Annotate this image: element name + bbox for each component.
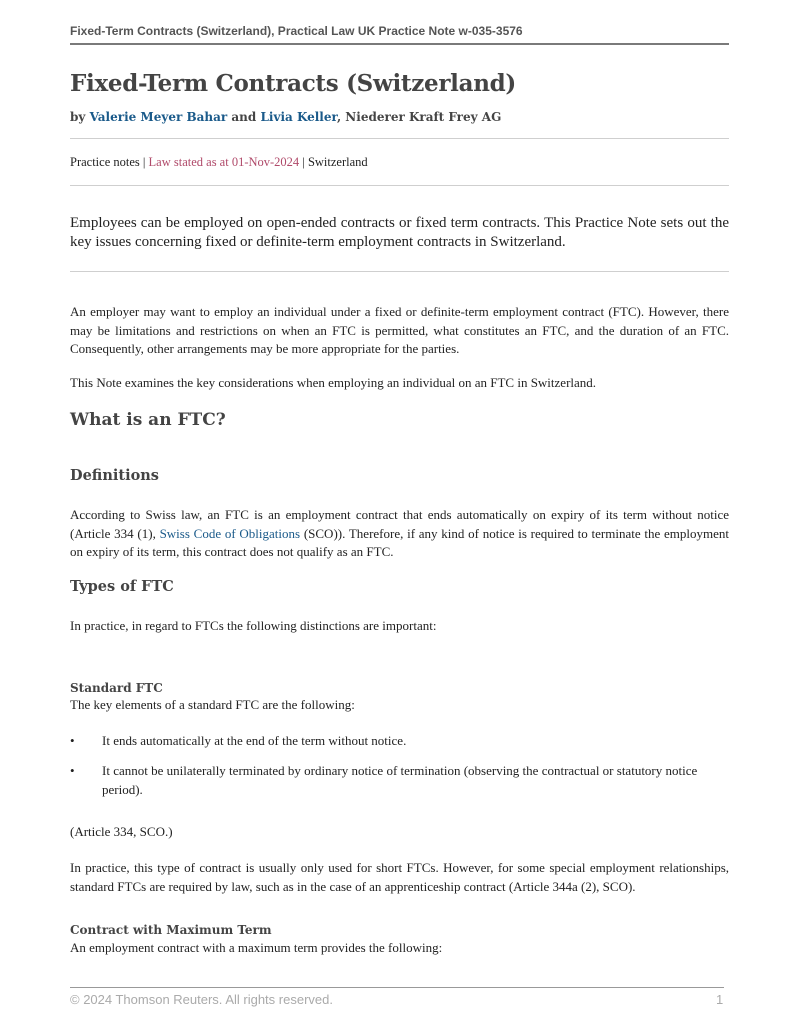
practice-paragraph: In practice, this type of contract is usually only used for short FTCs. However, for some special employment relationships, standard FTCs are required by law, such as in the case of an apprenticeship contract (Article 344a (2), SCO). bbox=[70, 860, 729, 894]
intro-paragraph: An employer may want to employ an individual under a fixed or definite-term employment contract (FTC). However, there may be limitations and restrictions on when an FTC is permitted, what constitutes an FTC, and the duration of an FTC. Consequently, other arrangements may be more appropriate for the parties. bbox=[70, 304, 729, 356]
author-link-2[interactable]: Livia Keller bbox=[260, 110, 337, 124]
article-reference: (Article 334, SCO.) bbox=[70, 824, 173, 839]
list-item-text: It cannot be unilaterally terminated by ordinary notice of termination (observing the contractual or statutory notice period). bbox=[102, 763, 698, 797]
abstract: Employees can be employed on open-ended contracts or fixed term contracts. This Practice Note sets out the key issues concerning fixed or definite-term employment contracts in Switzerland. bbox=[70, 215, 729, 250]
list-item bbox=[70, 762, 729, 800]
byline-by: by bbox=[70, 110, 86, 124]
definitions-text: According to Swiss law, an FTC is an employment contract that ends automatically on expiry of its term without notice (Article 334 (1), bbox=[70, 507, 729, 541]
meta-separator: | bbox=[299, 155, 308, 169]
minor-heading: Standard FTC bbox=[70, 681, 163, 695]
types-paragraph: In practice, in regard to FTCs the following distinctions are important: bbox=[70, 618, 437, 633]
running-header: Fixed-Term Contracts (Switzerland), Practical Law UK Practice Note w-035-3576 bbox=[70, 24, 729, 45]
meta-separator: | bbox=[139, 155, 149, 169]
section-heading: What is an FTC? bbox=[70, 410, 226, 430]
standard-paragraph: The key elements of a standard FTC are the following: bbox=[70, 697, 355, 712]
subsection-heading: Types of FTC bbox=[70, 578, 174, 595]
document-meta bbox=[70, 155, 368, 170]
law-stated-date: Law stated as at 01-Nov-2024 bbox=[148, 155, 300, 169]
bullet-marker: • bbox=[70, 733, 75, 748]
page-number: 1 bbox=[716, 992, 724, 1007]
byline bbox=[70, 110, 501, 124]
list-item-text: It ends automatically at the end of the term without notice. bbox=[102, 733, 407, 748]
definitions-paragraph bbox=[70, 506, 729, 562]
divider bbox=[70, 271, 729, 272]
definitions-text: (SCO)). Therefore, if any kind of notice is required to terminate the employment on expiry of its term, this contract does not qualify as an FTC. bbox=[70, 525, 729, 559]
intro-paragraph: This Note examines the key considerations when employing an individual on an FTC in Switzerland. bbox=[70, 375, 597, 390]
author-link-1[interactable]: Valerie Meyer Bahar bbox=[89, 110, 228, 124]
bullet-marker: • bbox=[70, 763, 75, 778]
meta-jurisdiction: Switzerland bbox=[307, 155, 368, 169]
sco-link[interactable]: Swiss Code of Obligations bbox=[159, 525, 301, 541]
meta-type: Practice notes bbox=[70, 155, 140, 169]
footer-divider bbox=[70, 987, 724, 988]
minor-heading: Contract with Maximum Term bbox=[70, 923, 272, 937]
list-item bbox=[70, 732, 729, 751]
byline-affiliation: , Niederer Kraft Frey AG bbox=[336, 110, 502, 124]
document-title: Fixed-Term Contracts (Switzerland) bbox=[70, 70, 516, 97]
divider bbox=[70, 185, 729, 186]
divider bbox=[70, 138, 729, 139]
byline-and: and bbox=[231, 110, 257, 124]
max-term-paragraph: An employment contract with a maximum term provides the following: bbox=[70, 940, 443, 955]
copyright-text: © 2024 Thomson Reuters. All rights reserved. bbox=[70, 992, 333, 1007]
subsection-heading: Definitions bbox=[70, 467, 159, 484]
